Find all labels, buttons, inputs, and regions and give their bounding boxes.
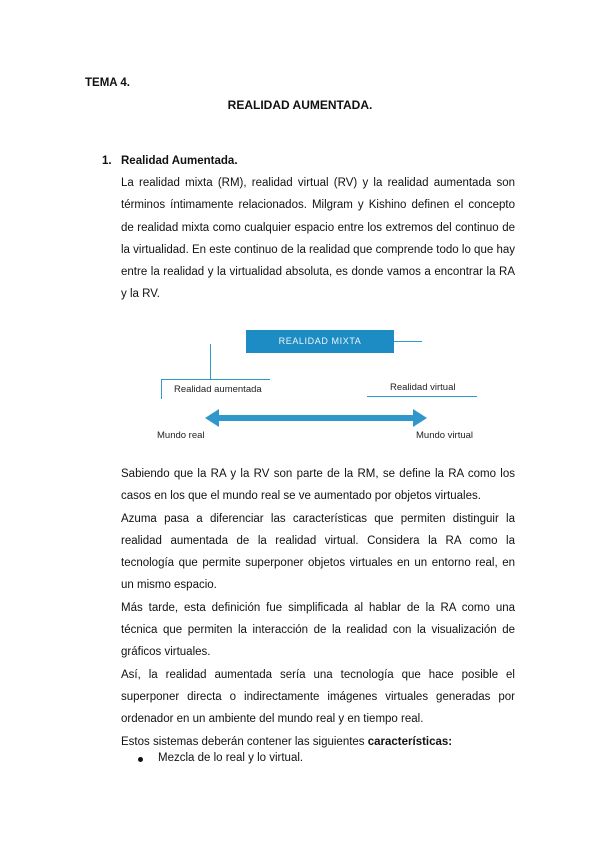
topic-number: TEMA 4. [85, 77, 130, 89]
intro-text: La realidad mixta (RM), realidad virtual (RV) y la realidad aumentada son términos íntimamente relacionados. Milgram y Kishino definen el concepto de realidad mixta como cualquier espacio entre los extremos del continuo de la virtualidad. En este continuo de la realidad que comprende todo lo que hay entre la realidad y la virtualidad absoluta, es donde vamos a encontrar la RA y la RV. [121, 177, 515, 301]
intro-paragraph [121, 172, 515, 306]
mixed-reality-connector [394, 341, 422, 342]
paragraph-5-lead: Estos sistemas deberán contener las siguientes [121, 735, 368, 748]
mixed-reality-box: REALIDAD MIXTA [246, 330, 394, 353]
bullet-icon [138, 757, 143, 762]
augmented-vertical-line [210, 344, 211, 379]
virtual-underline [367, 396, 477, 397]
paragraph-3: Más tarde, esta definición fue simplificada al hablar de la RA como una técnica que permiten la interacción de la realidad con la visualización de gráficos virtuales. [121, 601, 515, 659]
characteristics-bold: características: [367, 735, 453, 748]
augmented-top-line [161, 379, 270, 380]
virtual-reality-label: Realidad virtual [390, 382, 456, 393]
body-paragraphs [121, 463, 515, 753]
augmented-reality-label: Realidad aumentada [174, 384, 262, 395]
real-world-label: Mundo real [157, 430, 205, 441]
page-title: REALIDAD AUMENTADA. [227, 98, 373, 112]
paragraph-4: Así, la realidad aumentada sería una tecnología que hace posible el superponer directa o indirectamente imágenes virtuales generadas por ordenador en un ambiente del mundo real y en tiempo real. [121, 668, 515, 726]
paragraph-5 [121, 731, 515, 753]
paragraph-1: Sabiendo que la RA y la RV son parte de la RM, se define la RA como los casos en los que el mundo real se ve aumentado por objetos virtuales. [121, 468, 515, 503]
virtual-world-label: Mundo virtual [416, 430, 474, 441]
double-arrow-icon [205, 409, 427, 427]
paragraph-2: Azuma pasa a diferenciar las características que permiten distinguir la realidad aumentada de la realidad virtual. Considera la RA como la tecnología que permite superponer objetos virtuales en un entorno real, en un mismo espacio. [121, 512, 515, 592]
section-title: Realidad Aumentada. [121, 155, 238, 167]
bullet-item-1: Mezcla de lo real y lo virtual. [158, 752, 304, 764]
augmented-side-line [161, 379, 162, 399]
section-number: 1. [102, 155, 112, 167]
